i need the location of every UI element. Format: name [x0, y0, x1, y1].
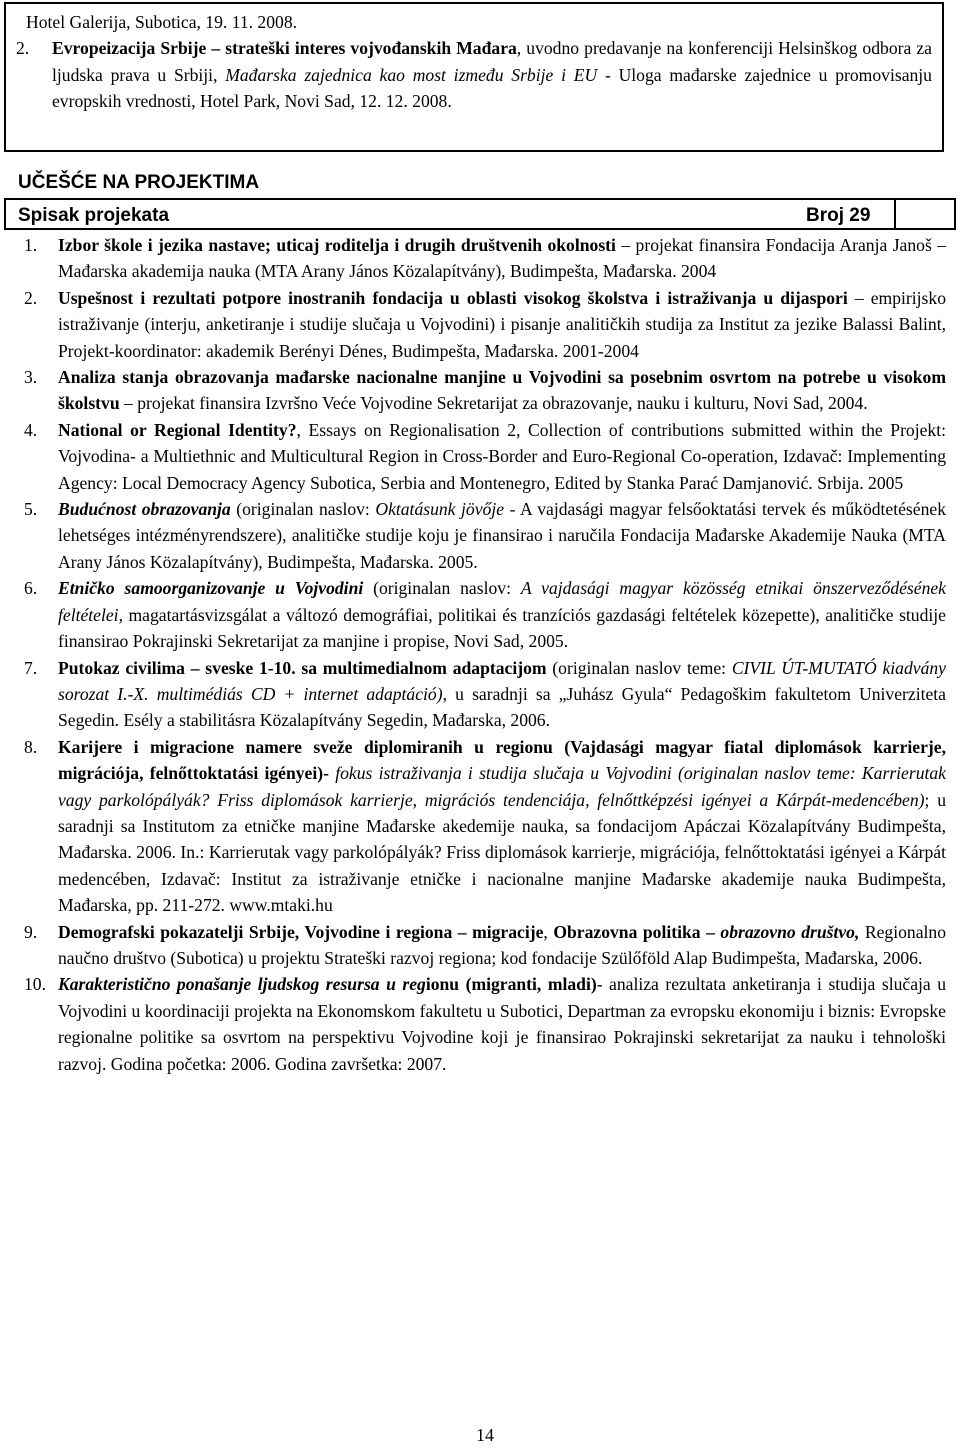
item-text-b: - Uloga mađarske zajednice u promovisanju evropskih vrednosti, Hotel Park, Novi Sad, 12. 12. 2008. [52, 64, 932, 112]
project-text-run: – projekat finansira Fondacija Aranja Janoš – Mađarska akademija nauka (MTA Arany János Közalapítvány), Budimpešta, Mađarska. 2004 [58, 235, 947, 282]
top-line: Hotel Galerija, Subotica, 19. 11. 2008. [26, 12, 298, 32]
list-item [16, 35, 932, 114]
project-text-run: Putokaz civilima – sveske 1-10. sa multimedialnom adaptacijom [58, 657, 547, 678]
project-text [58, 232, 946, 285]
project-number: 8. [24, 736, 38, 757]
project-item [24, 919, 946, 972]
project-text-run: , [543, 921, 554, 942]
project-item [24, 417, 946, 496]
project-text [58, 971, 946, 1077]
project-text [58, 285, 946, 364]
project-text-run: Obrazovna politika – [553, 921, 721, 942]
project-text [58, 417, 946, 496]
project-text-run: , magatartásvizsgálat a változó demográfiai, politikai és tranzíciós gazdasági feltételek közepette), analitičke studije finansirao Pokrajinski Sekretarijat za manjine i propise, Novi Sad, 2005. [58, 604, 946, 652]
project-text [58, 655, 946, 734]
project-item [24, 232, 946, 285]
list-header-label: Spisak projekata [18, 205, 170, 226]
project-item [24, 285, 946, 364]
project-text-run: fokus istraživanja i studija slučaja u Vojvodini (originalan naslov teme: Karrierutak vagy parkolópályák? Friss diplomások karrierje, migrációs tendenciája, felnőttképzési igényei a Kárpát-medencében) [58, 763, 946, 810]
list-count: Broj 29 [806, 205, 871, 226]
item-text [52, 35, 932, 114]
project-text-run: Analiza stanja obrazovanja mađarske nacionalne manjine u Vojvodini sa posebnim osvrtom na potrebe u visokom školstvu [58, 367, 946, 414]
project-text-run: ; u saradnji sa Institutom za etničke manjine Mađarske akedemije nauka, sa fondacijom Apáczai Közalapítvány Budimpešta, Mađarska. 2006. In.: Karrierutak vagy parkolópályák? Friss diplomások karrierje, migrációja, felnőttoktatási igényei a Kárpát medencében, Izdavač: Institut za istraživanje etničke i nacionalne manjine Mađarske akademije nauka Budimpešta, Mađarska, pp. 211-272. www.mtaki.hu [58, 789, 946, 916]
section-title: UČEŠĆE NA PROJEKTIMA [18, 172, 260, 193]
project-text-run: ionu (migranti, mladi) [425, 974, 597, 995]
project-item [24, 575, 946, 654]
project-text [58, 496, 946, 575]
project-number: 7. [24, 657, 38, 678]
project-text-run: Regionalno naučno društvo (Subotica) u projektu Strateški razvoj regiona; kod fondacije Szülőföld Alap Budimpešta, Mađarska, 2006. [58, 921, 947, 968]
project-text-run: Oktatásunk jövője [375, 499, 505, 520]
project-text-run: – empirijsko istraživanje (interju, anketiranje i studije slučaja u Vojvodini) i pisanje analitičkih studija za Institut za jezike Balassi Balint, Projekt-koordinator: akademik Berényi Dénes, Budimpešta, Mađarska. 2001-2004 [58, 287, 946, 361]
project-item [24, 655, 946, 734]
project-item [24, 734, 946, 919]
project-text [58, 364, 946, 417]
project-item [24, 364, 946, 417]
project-text-run: CIVIL ÚT-MUTATÓ kiadvány sorozat I.-X. multimédiás CD + internet adaptáció) [58, 657, 946, 704]
project-text-run: (originalan naslov teme: [546, 657, 732, 678]
project-number: 1. [24, 235, 38, 255]
project-list [24, 232, 946, 1077]
divider [894, 200, 896, 228]
project-item [24, 971, 946, 1077]
project-text-run: - analiza rezultata anketiranja i studija slučaja u Vojvodini u koordinaciji projekta na Ekonomskom fakultetu u Subotici, Departman za evropsku ekonomiju i biznis: Evropske regionalne politike sa osvrtom na perspektivu Vojvodine koji je finansirao Pokrajinski sekretarijat za nauku i tehnološki razvoj. Godina početka: 2006. Godina završetka: 2007. [58, 974, 946, 1074]
project-text [58, 734, 946, 919]
project-number: 9. [24, 921, 38, 942]
item-number: 2. [16, 38, 30, 59]
project-text-run: A vajdasági magyar közösség etnikai önszerveződésének feltételei [58, 578, 946, 625]
project-text [58, 919, 946, 972]
project-text-run: National or Regional Identity? [58, 419, 297, 440]
item-text-a: , uvodno predavanje na konferenciji Helsinškog odbora za ljudska prava u Srbiji, [52, 38, 932, 85]
project-text-run: – projekat finansira Izvršno Veće Vojvodine Sekretarijat za obrazovanje, nauku i kulturu, Novi Sad, 2004. [119, 393, 868, 414]
project-text-run: Izbor škole i jezika nastave; uticaj roditelja i drugih društvenih okolnosti [58, 235, 616, 255]
page-number: 14 [476, 1425, 494, 1445]
project-text-run: Demografski pokazatelji Srbije, Vojvodine i regiona – migracije [58, 921, 544, 942]
project-number: 2. [24, 287, 38, 308]
project-text-run: Budućnost obrazovanja [58, 499, 231, 520]
project-text-run: - A vajdasági magyar felsőoktatási tervek és működtetésének lehetséges intézményrendszere), analitičke studije koju je finansirao i naručila Fondacija Mađarske Akademije Nauka (MTA Arany János Közalapítvány), Budimpešta, Mađarska. 2005. [58, 499, 946, 572]
project-number: 6. [24, 578, 38, 599]
project-text-run: obrazovno društvo, [720, 921, 860, 942]
project-text-run: Uspešnost i rezultati potpore inostranih fondacija u oblasti visokog školstva i istraživanja u dijaspori [58, 287, 848, 308]
project-text-run: Karijere i migracione namere sveže diplomiranih u regionu (Vajdasági magyar fiatal diplomások karrierje, migrációja, felnőttoktatási igényei)- [58, 736, 946, 784]
list-header-bar [4, 198, 956, 230]
project-text [58, 575, 946, 654]
project-item [24, 496, 946, 575]
project-number: 5. [24, 499, 38, 520]
project-text-run: (originalan naslov: [230, 499, 376, 520]
project-text-run: Karakteristično ponašanje ljudskog resursa u reg [58, 974, 426, 995]
item-italic: Mađarska zajednica kao most između Srbije i EU [225, 64, 598, 85]
project-text-run: , u saradnji sa „Juhász Gyula“ Pedagoškim fakultetom Univerziteta Segedin. Esély a stabilitásra Közalapítvány Segedin, Mađarska, 2006. [58, 683, 946, 731]
project-number: 4. [24, 419, 38, 440]
previous-section-box [4, 2, 944, 152]
project-text-run: (originalan naslov: [363, 578, 521, 599]
project-number: 3. [24, 367, 38, 388]
project-number: 10. [24, 974, 46, 995]
item-title: Evropeizacija Srbije – strateški interes vojvođanskih Mađara [52, 38, 517, 59]
project-text-run: Etničko samoorganizovanje u Vojvodini [58, 578, 364, 599]
project-text-run: , Essays on Regionalisation 2, Collection of contributions submitted within the Projekt: Vojvodina- a Multiethnic and Multicultural Region in Cross-Border and Euro-Regional Co-operation, Izdavač: Implementing Agency: Local Democracy Agency Subotica, Serbia and Montenegro, Edited by Stanka Parać Damjanović. Srbija. 2005 [58, 419, 946, 493]
